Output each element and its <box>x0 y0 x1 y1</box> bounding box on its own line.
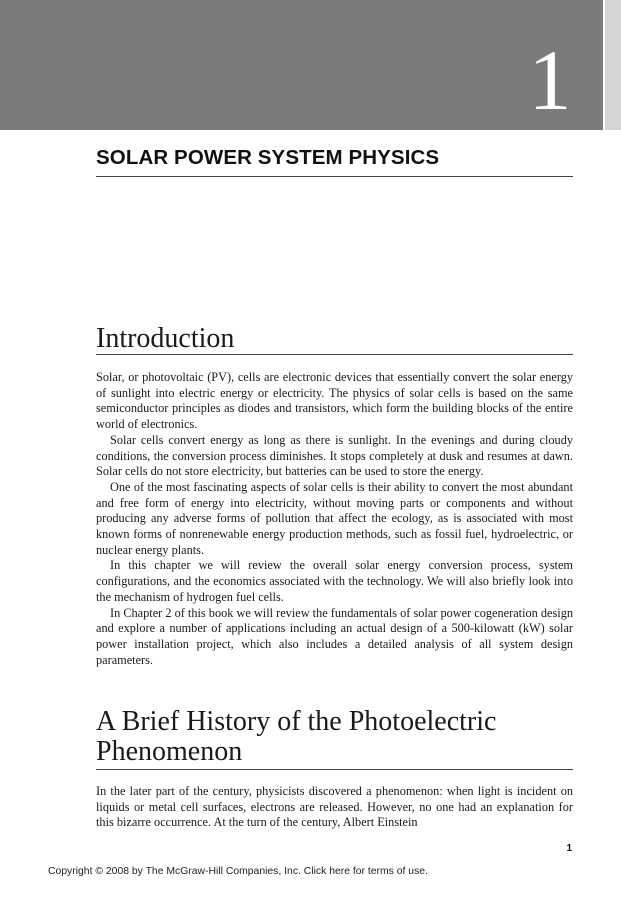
paragraph: Solar cells convert energy as long as there is sunlight. In the evenings and during cloudy conditions, the conversion process diminishes. It stops completely at dusk and resumes at dawn. Solar cells do not store electricity, but batteries can be used to store the energy. <box>96 432 573 479</box>
paragraph: In this chapter we will review the overall solar energy conversion process, system configurations, and the economics associated with the technology. We will also briefly look into the mechanism of hydrogen fuel cells. <box>96 558 573 604</box>
chapter-title-rule <box>96 176 573 177</box>
history-body <box>96 784 573 831</box>
chapter-title: SOLAR POWER SYSTEM PHYSICS <box>96 146 440 169</box>
section-heading-history-line1: A Brief History of the Photoelectric <box>96 706 497 737</box>
paragraph: In Chapter 2 of this book we will review the fundamentals of solar power cogeneration design and explore a number of applications including an actual design of a 500-kilowatt (kW) solar power installation project, which also includes a detailed analysis of all system design parameters. <box>96 605 573 667</box>
section-heading-introduction: Introduction <box>96 323 235 354</box>
introduction-rule <box>96 354 573 355</box>
paragraph: In the later part of the century, physicists discovered a phenomenon: when light is incident on liquids or metal cell surfaces, electrons are released. However, no one had an explanation for this bizarre occurrence. At the turn of the century, Albert Einstein <box>96 784 573 830</box>
paragraph: One of the most fascinating aspects of solar cells is their ability to convert the most abundant and free form of energy into electricity, without moving parts or components and without producing any adverse forms of pollution that affect the ecology, as is associated with most known forms of nonrenewable energy production methods, such as fossil fuel, hydroelectric, or nuclear energy plants. <box>96 479 573 557</box>
chapter-side-tab <box>605 0 621 130</box>
chapter-number: 1 <box>528 32 572 128</box>
paragraph: Solar, or photovoltaic (PV), cells are electronic devices that essentially convert the solar energy of sunlight into electric energy or electricity. The physics of solar cells is based on the same semiconductor principles as diodes and transistors, which form the building blocks of the entire world of electronics. <box>96 370 573 432</box>
page-number: 1 <box>566 843 572 854</box>
chapter-header-band <box>0 0 603 130</box>
introduction-body <box>96 370 573 668</box>
copyright-notice <box>48 866 568 877</box>
copyright-text: Copyright © 2008 by The McGraw-Hill Companies, Inc. <box>48 866 301 877</box>
terms-of-use-link[interactable]: Click here for terms of use. <box>303 866 428 877</box>
history-rule <box>96 769 573 770</box>
section-heading-history-line2: Phenomenon <box>96 736 243 767</box>
section-heading-history <box>96 707 576 767</box>
